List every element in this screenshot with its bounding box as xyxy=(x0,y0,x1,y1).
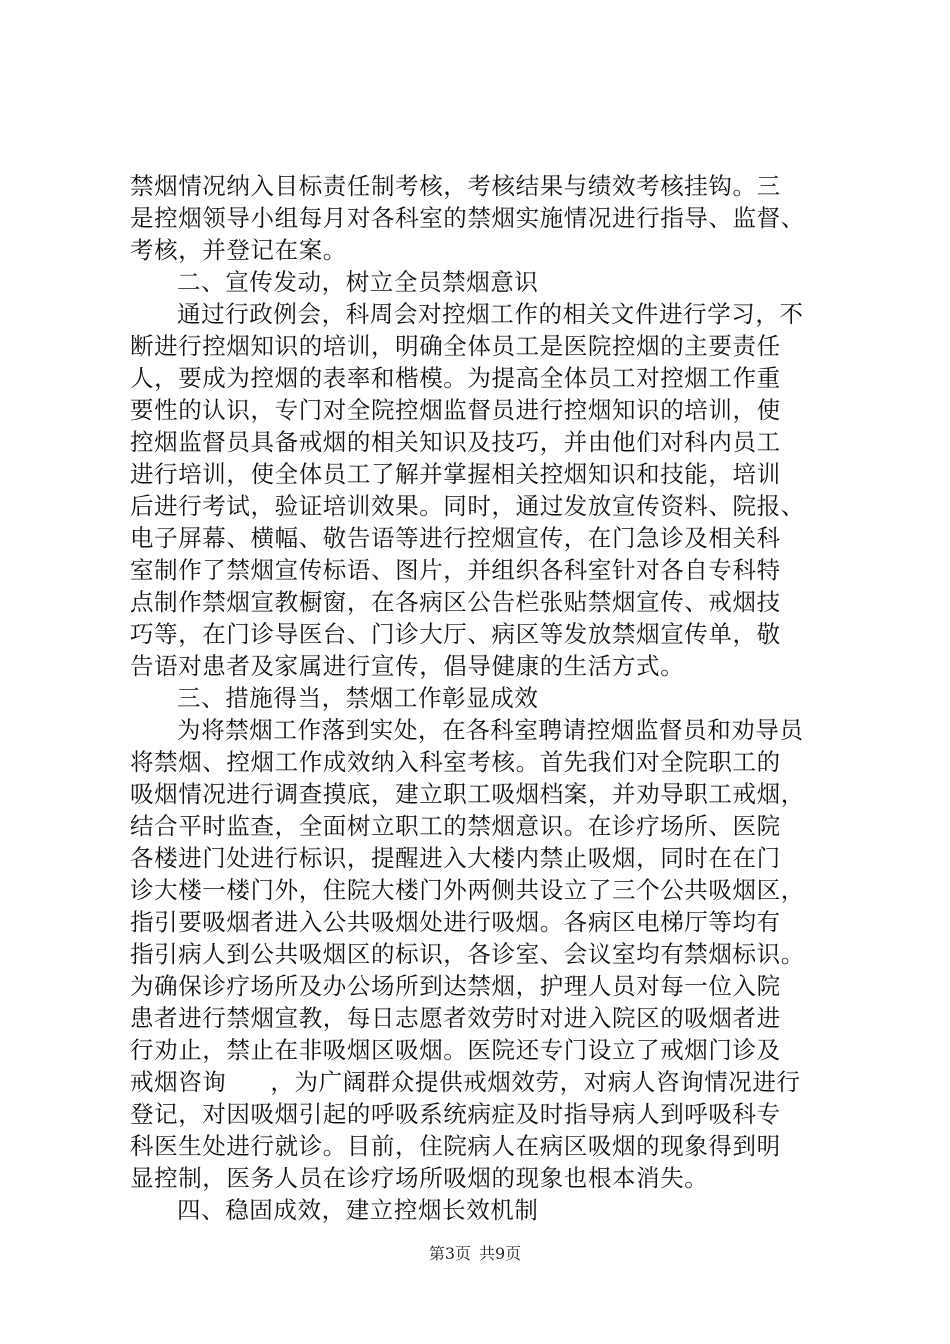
text-line: 巧等，在门诊导医台、门诊大厅、病区等发放禁烟宣传单，敬 xyxy=(130,620,781,648)
text-fragment: ，为广阔群众提供戒烟效劳，对病人咨询情况进行 xyxy=(270,1068,801,1096)
text-line: 断进行控烟知识的培训，明确全体员工是医院控烟的主要责任 xyxy=(130,332,781,360)
text-fragment: 戒烟咨询 xyxy=(130,1068,227,1096)
text-line: 禁烟情况纳入目标责任制考核，考核结果与绩效考核挂钩。三 xyxy=(130,172,781,200)
text-line: 点制作禁烟宣教橱窗，在各病区公告栏张贴禁烟宣传、戒烟技 xyxy=(130,588,781,616)
text-line: 考核，并登记在案。 xyxy=(130,236,347,264)
text-line: 要性的认识，专门对全院控烟监督员进行控烟知识的培训，使 xyxy=(130,396,781,424)
text-line: 电子屏幕、横幅、敬告语等进行控烟宣传，在门急诊及相关科 xyxy=(130,524,781,552)
text-line: 患者进行禁烟宣教，每日志愿者效劳时对进入院区的吸烟者进 xyxy=(130,1004,781,1032)
section-heading-4: 四、稳固成效，建立控烟长效机制 xyxy=(177,1196,539,1224)
text-line: 进行培训，使全体员工了解并掌握相关控烟知识和技能，培训 xyxy=(130,460,781,488)
text-line: 通过行政例会，科周会对控烟工作的相关文件进行学习，不 xyxy=(177,300,804,328)
document-body xyxy=(130,170,850,1226)
text-line: 指引要吸烟者进入公共吸烟处进行吸烟。各病区电梯厅等均有 xyxy=(130,908,781,936)
page-total: 共9页 xyxy=(479,1244,522,1263)
text-line: 室制作了禁烟宣传标语、图片，并组织各科室针对各自专科特 xyxy=(130,556,781,584)
text-line: 控烟监督员具备戒烟的相关知识及技巧，并由他们对科内员工 xyxy=(130,428,781,456)
text-line: 指引病人到公共吸烟区的标识，各诊室、会议室均有禁烟标识。 xyxy=(130,940,805,968)
text-line: 后进行考试，验证培训效果。同时，通过发放宣传资料、院报、 xyxy=(130,492,805,520)
text-line: 人，要成为控烟的表率和楷模。为提高全体员工对控烟工作重 xyxy=(130,364,781,392)
text-line: 诊大楼一楼门外，住院大楼门外两侧共设立了三个公共吸烟区， xyxy=(130,876,805,904)
text-line: 各楼进门处进行标识，提醒进入大楼内禁止吸烟，同时在在门 xyxy=(130,844,781,872)
text-line: 行劝止，禁止在非吸烟区吸烟。医院还专门设立了戒烟门诊及 xyxy=(130,1036,781,1064)
text-line: 为确保诊疗场所及办公场所到达禁烟，护理人员对每一位入院 xyxy=(130,972,781,1000)
text-line: 告语对患者及家属进行宣传，倡导健康的生活方式。 xyxy=(130,652,685,680)
page-number: 第3页 xyxy=(428,1244,471,1263)
text-line: 将禁烟、控烟工作成效纳入科室考核。首先我们对全院职工的 xyxy=(130,748,781,776)
section-heading-3: 三、措施得当，禁烟工作彰显成效 xyxy=(177,684,539,712)
text-line: 登记，对因吸烟引起的呼吸系统病症及时指导病人到呼吸科专 xyxy=(130,1100,781,1128)
page-footer xyxy=(0,1244,950,1264)
text-line-split xyxy=(130,1066,850,1098)
text-line: 结合平时监查，全面树立职工的禁烟意识。在诊疗场所、医院 xyxy=(130,812,781,840)
text-line: 为将禁烟工作落到实处，在各科室聘请控烟监督员和劝导员 xyxy=(177,716,804,744)
text-line: 科医生处进行就诊。目前，住院病人在病区吸烟的现象得到明 xyxy=(130,1132,781,1160)
text-line: 是控烟领导小组每月对各科室的禁烟实施情况进行指导、监督、 xyxy=(130,204,805,232)
text-line: 吸烟情况进行调查摸底，建立职工吸烟档案，并劝导职工戒烟， xyxy=(130,780,805,808)
text-line: 显控制，医务人员在诊疗场所吸烟的现象也根本消失。 xyxy=(130,1164,709,1192)
section-heading-2: 二、宣传发动，树立全员禁烟意识 xyxy=(177,268,539,296)
